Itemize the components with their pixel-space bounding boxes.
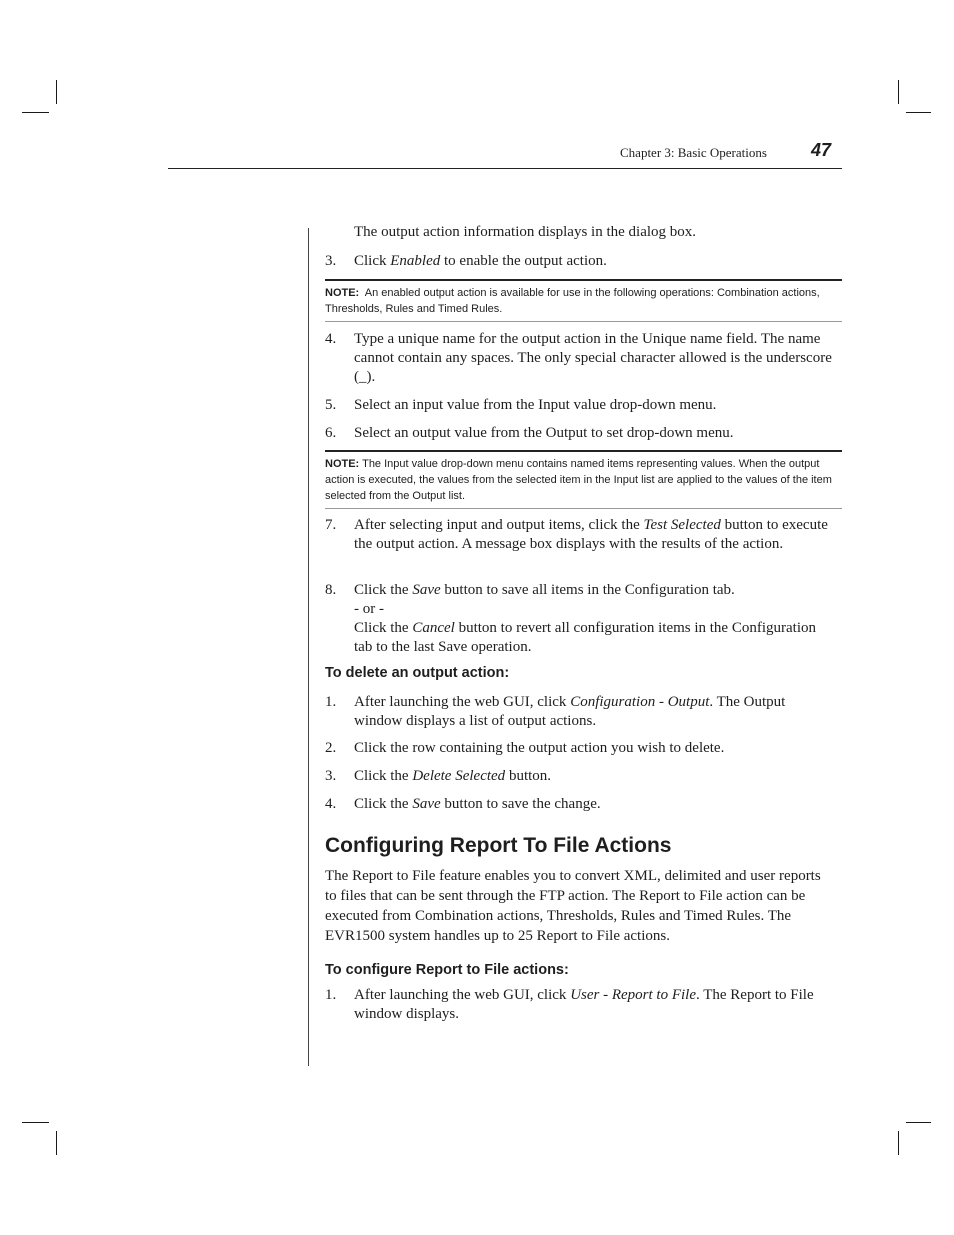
note-bottom-rule [325,508,842,509]
note-bottom-rule [325,321,842,322]
step-text: Type a unique name for the output action in the Unique name field. The name cannot contain any spaces. The only special character allowed is the underscore (_). [354,331,832,385]
step-text: Select an output value from the Output to set drop-down menu. [354,425,734,441]
step-number: 8. [325,582,337,598]
crop-mark-top-left-h [22,112,49,113]
step-text: Click the row containing the output action you wish to delete. [354,740,725,756]
step-text: After launching the web GUI, click Configuration - Output. The Output window displays a list of output actions. [354,694,786,729]
crop-mark-bottom-left-v [56,1131,57,1155]
margin-rule [308,228,309,1066]
header-rule [168,168,842,169]
note-top-rule [325,450,842,452]
step-text: Click the Save button to save the change. [354,796,601,812]
section-title: Configuring Report To File Actions [325,834,672,857]
step-number: 6. [325,425,337,441]
step-text: Click Enabled to enable the output action. [354,253,607,269]
subheading-configure-report-to-file: To configure Report to File actions: [325,962,569,978]
running-header-chapter: Chapter 3: Basic Operations [620,145,767,160]
section-paragraph: The Report to File feature enables you to convert XML, delimited and user reports to files that can be sent through the FTP action. The Report to File action can be executed from Combination actions, Thresholds, Rules and Timed Rules. The EVR1500 system handles up to 25 Report to File actions. [325,868,821,944]
crop-mark-bottom-right-v [898,1131,899,1155]
step-number: 7. [325,517,337,533]
note-top-rule [325,279,842,281]
step-number: 1. [325,694,337,710]
step-text: After launching the web GUI, click User - Report to File. The Report to File window displays. [354,987,814,1022]
intro-line: The output action information displays in the dialog box. [354,224,697,240]
step-number: 4. [325,331,337,347]
step-number: 4. [325,796,337,812]
note-input-value: NOTE: The Input value drop-down menu contains named items representing values. When the output action is executed, the values from the selected item in the Input list are applied to the values of the item selected from the Output list. [325,458,832,502]
crop-mark-top-left-v [56,80,57,104]
step-text: Click the Delete Selected button. [354,768,552,784]
crop-mark-bottom-left-h [22,1122,49,1123]
step-number: 3. [325,768,337,784]
step-text: Select an input value from the Input value drop-down menu. [354,397,717,413]
step-number: 5. [325,397,337,413]
step-text: Click the Save button to save all items in the Configuration tab. - or - Click the Cancel button to revert all configuration items in the Configuration tab to the last Save operation. [354,582,816,655]
crop-mark-top-right-v [898,80,899,104]
note-enabled-output: NOTE: An enabled output action is available for use in the following operations: Combination actions, Thresholds, Rules and Timed Rules. [325,287,820,315]
subheading-delete-output-action: To delete an output action: [325,665,510,681]
page-number: 47 [811,140,832,160]
crop-mark-bottom-right-h [906,1122,931,1123]
crop-mark-top-right-h [906,112,931,113]
step-text: After selecting input and output items, click the Test Selected button to execute the output action. A message box displays with the results of the action. [354,517,828,552]
step-number: 2. [325,740,337,756]
step-number: 1. [325,987,337,1003]
step-number: 3. [325,253,337,269]
